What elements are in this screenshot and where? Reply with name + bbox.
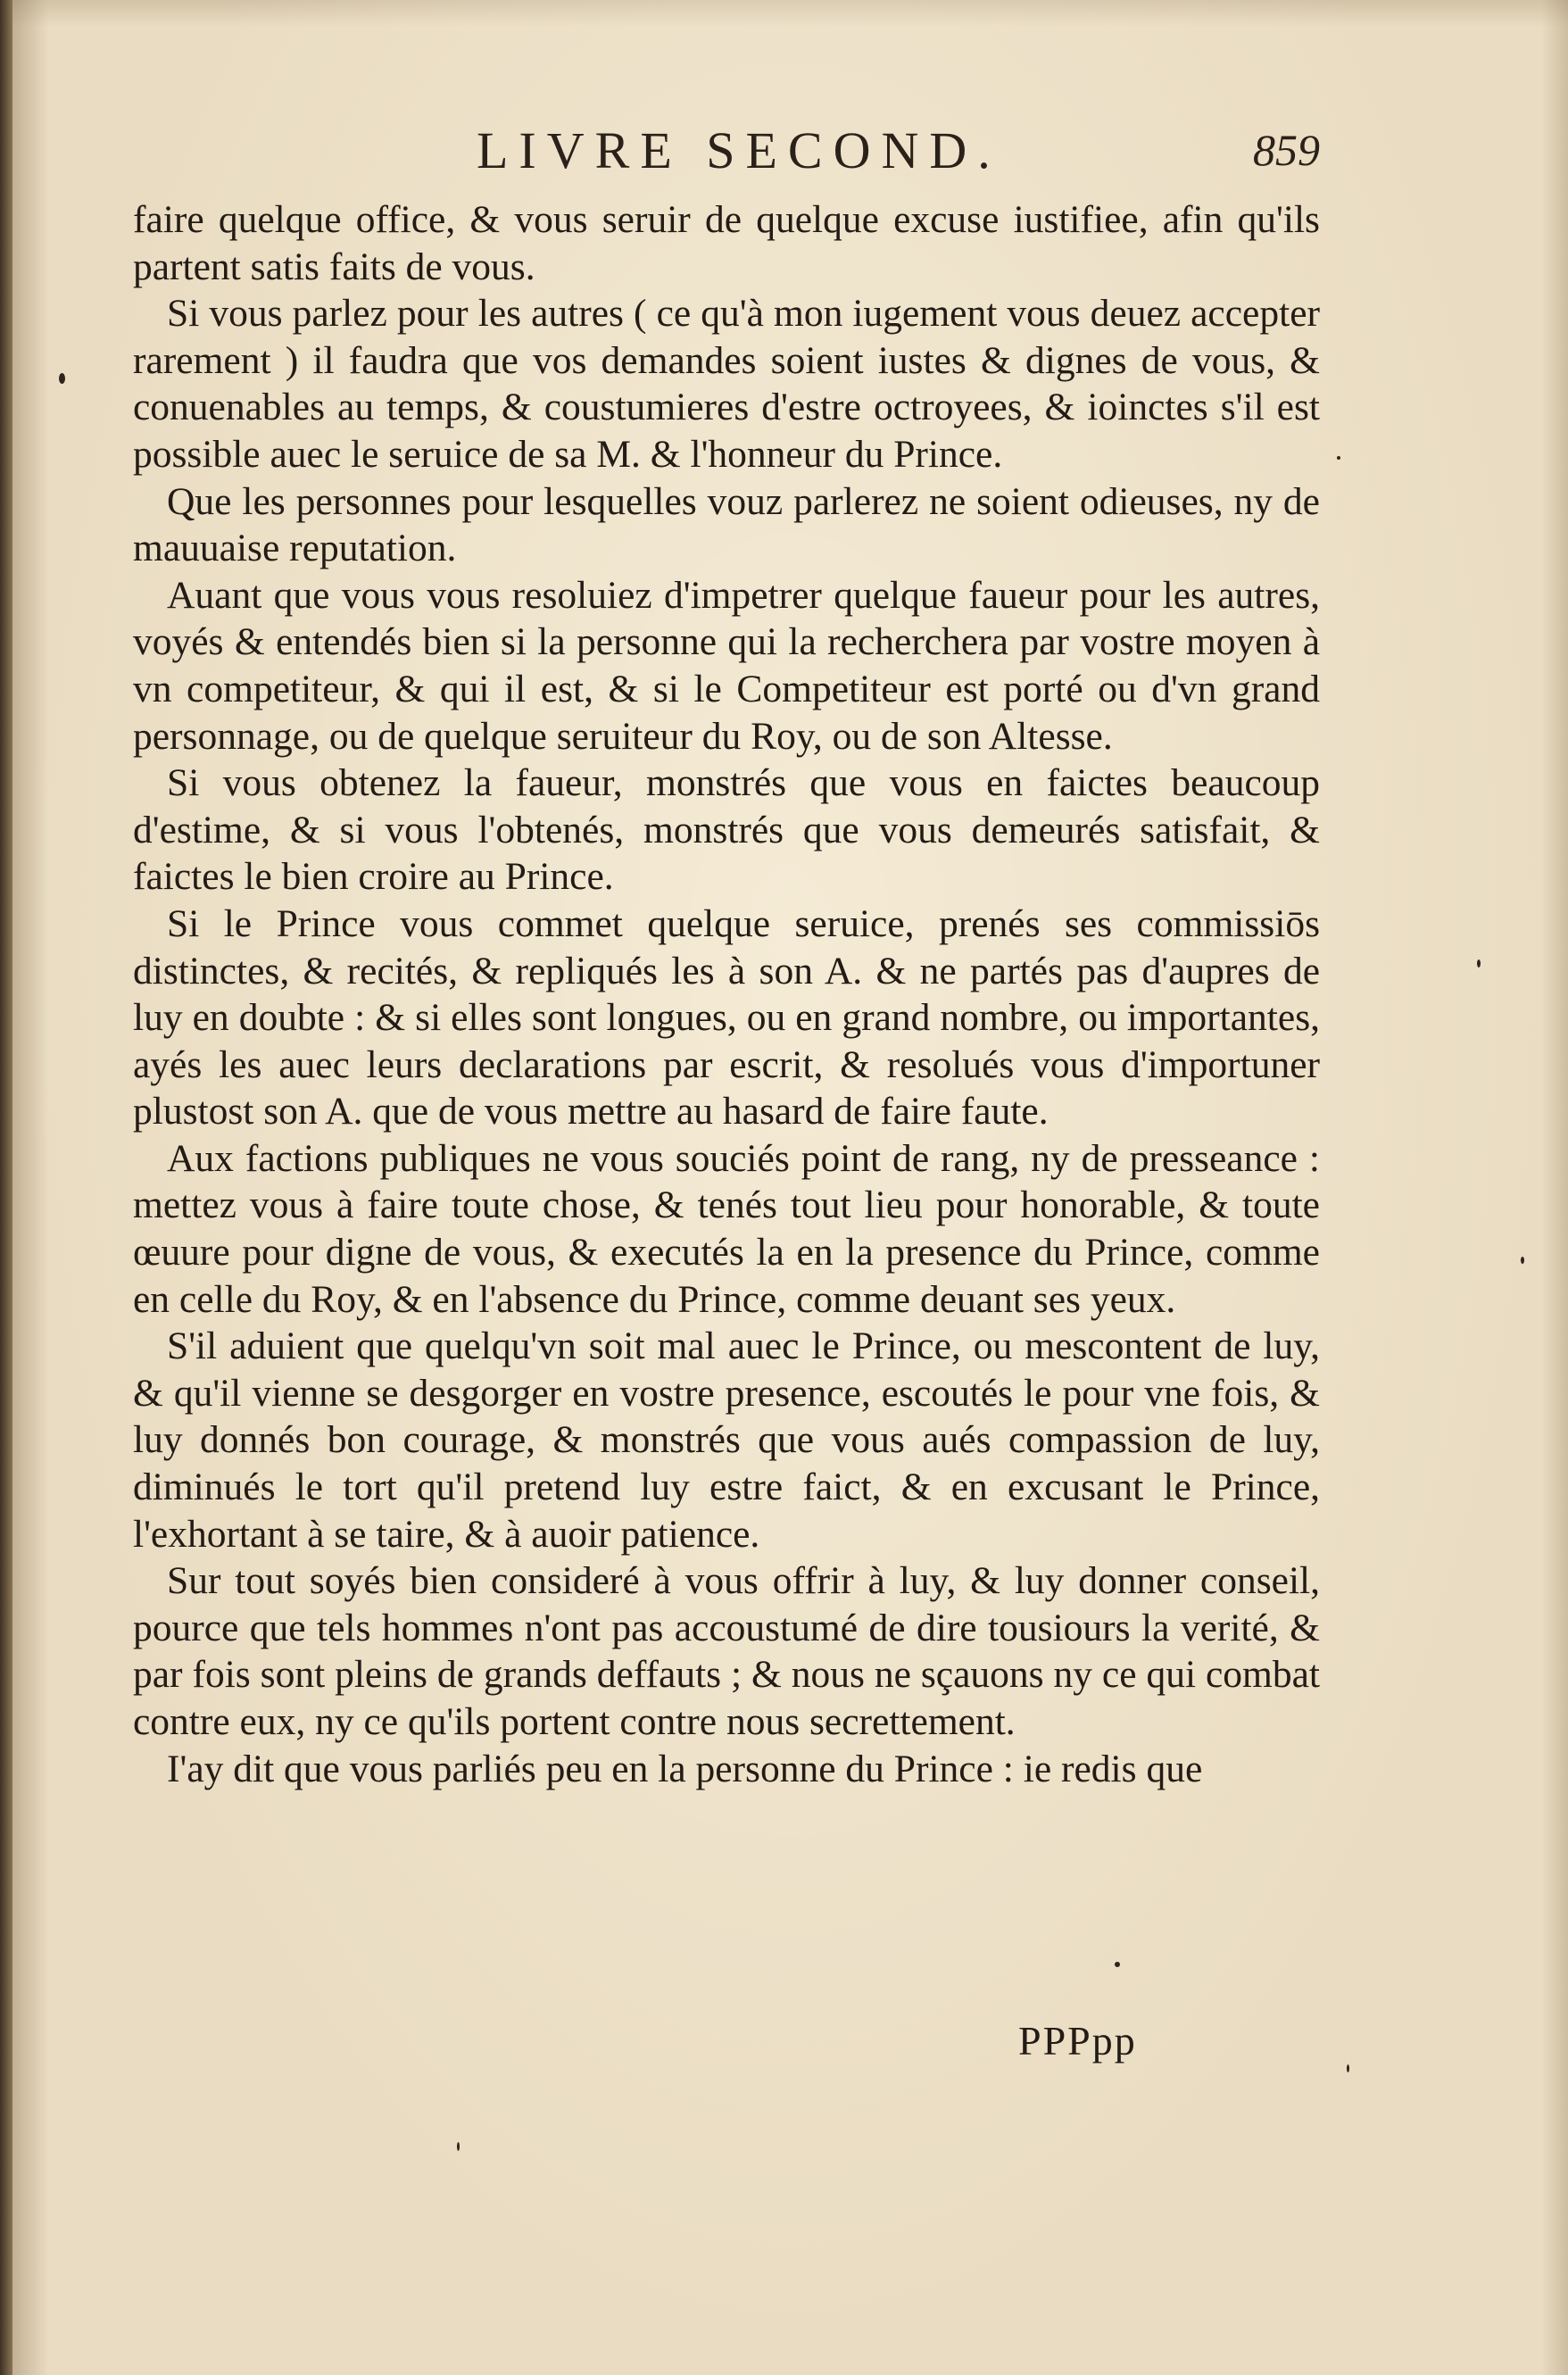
ink-speck — [457, 2142, 460, 2151]
paragraph: faire quelque office, & vous seruir de quelque excuse iustifiee, afin qu'ils partent satis faits de vous. — [133, 198, 1320, 288]
paragraph: Que les personnes pour lesquelles vouz parlerez ne soient odieuses, ny de mauuaise reputation. — [133, 479, 1320, 570]
ink-speck — [1347, 2064, 1349, 2072]
ink-speck — [59, 373, 65, 384]
paragraph: I'ay dit que vous parliés peu en la personne du Prince : ie redis que — [167, 1747, 1203, 1790]
ink-speck — [1337, 456, 1340, 460]
ink-speck — [1521, 1257, 1524, 1264]
paragraph: Aux factions publiques ne vous souciés point de rang, ny de presseance : mettez vous à faire toute chose, & tenés tout lieu pour honorable, & toute œuure pour digne de vous, & executés la en la presence du Prince, comme en celle du Roy, & en l'absence du Prince, comme deuant ses yeux. — [133, 1136, 1320, 1321]
running-head: LIVRE SECOND. — [477, 121, 1001, 179]
paragraph: Si vous parlez pour les autres ( ce qu'à mon iugement vous deuez accepter rarement ) il faudra que vos demandes soient iustes & dignes de vous, & conuenables au temps, & coustumieres d'estre octroyees, & ioinctes s'il est possible auec le seruice de sa M. & l'honneur du Prince. — [133, 292, 1320, 476]
paragraph: Auant que vous vous resoluiez d'impetrer quelque faueur pour les autres, voyés & entendés bien si la personne qui la recherchera par vostre moyen à vn competiteur, & qui il est, & si le Competiteur est porté ou d'vn grand personnage, ou de quelque seruiteur du Roy, ou de son Altesse. — [133, 573, 1320, 758]
body-text — [133, 196, 1320, 1792]
page-number: 859 — [1253, 125, 1320, 175]
ink-speck — [1115, 1962, 1120, 1967]
book-page — [12, 0, 1568, 2375]
paragraph: Si vous obtenez la faueur, monstrés que vous en faictes beaucoup d'estime, & si vous l'obtenés, monstrés que vous demeurés satisfait, & faictes le bien croire au Prince. — [133, 761, 1320, 899]
paragraph: S'il aduient que quelqu'vn soit mal auec le Prince, ou mescontent de luy, & qu'il vienne se desgorger en vostre presence, escoutés le pour vne fois, & luy donnés bon courage, & monstrés que vous aués compassion de luy, diminués le tort qu'il pretend luy estre faict, & en excusant le Prince, l'exhortant à se taire, & à auoir patience. — [133, 1325, 1320, 1556]
binding-edge — [0, 0, 12, 2375]
page-header — [12, 120, 1568, 192]
ink-speck — [1477, 959, 1481, 967]
paragraph: Sur tout soyés bien consideré à vous offrir à luy, & luy donner conseil, pource que tels hommes n'ont pas accoustumé de dire tousiours la verité, & par fois sont pleins de grands deffauts ; & nous ne sçauons ny ce qui combat contre eux, ny ce qu'ils portent contre nous secrettement. — [133, 1559, 1320, 1743]
paragraph: Si le Prince vous commet quelque seruice, prenés ses commissiōs distinctes, & recités, & repliqués les à son A. & ne partés pas d'aupres de luy en doubte : & si elles sont longues, ou en grand nombre, ou importantes, ayés les auec leurs declarations par escrit, & resolués vous d'importuner plustost son A. que de vous mettre au hasard de faire faute. — [133, 901, 1320, 1134]
signature-mark: PPPpp — [1018, 2018, 1137, 2064]
